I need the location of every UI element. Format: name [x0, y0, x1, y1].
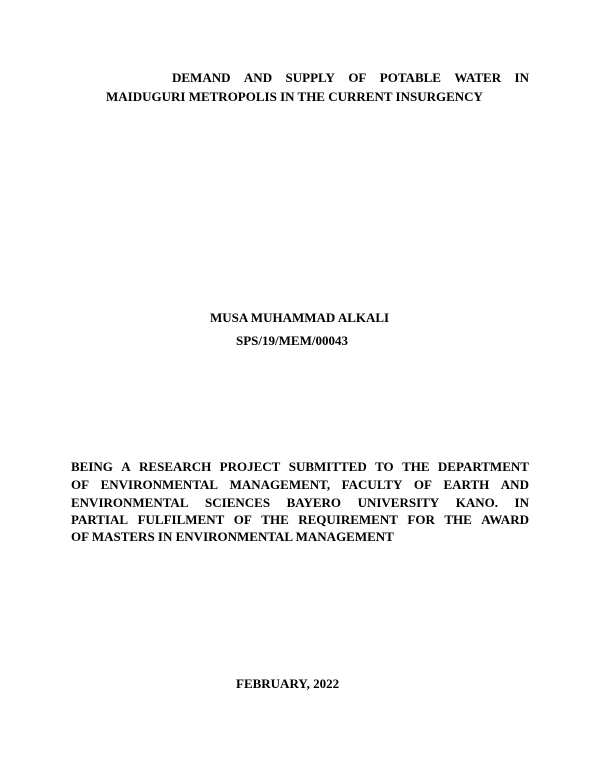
submission-line-3 — [71, 495, 529, 511]
word: AND — [243, 70, 273, 85]
submission-line-2 — [71, 477, 529, 493]
author-name: MUSA MUHAMMAD ALKALI — [210, 310, 390, 325]
word: BEING — [71, 459, 113, 474]
registration-number: SPS/19/MEM/00043 — [236, 333, 348, 348]
word: UNIVERSITY — [357, 495, 440, 510]
word: DEPARTMENT — [437, 459, 529, 474]
word: FULFILMENT — [137, 512, 225, 527]
word: PARTIAL — [71, 512, 129, 527]
word: EARTH — [443, 477, 490, 492]
word: TO — [375, 459, 394, 474]
word: THE — [261, 512, 289, 527]
submission-line-1 — [71, 459, 529, 475]
word: THE — [444, 512, 472, 527]
word: ENVIRONMENTAL — [71, 495, 189, 510]
submission-date: FEBRUARY, 2022 — [236, 676, 340, 691]
word: SUBMITTED — [288, 459, 367, 474]
word: KANO. — [455, 495, 498, 510]
word: OF — [233, 512, 252, 527]
word: SCIENCES — [205, 495, 271, 510]
word: SUPPLY — [285, 70, 335, 85]
word: REQUIREMENT — [298, 512, 398, 527]
word: BAYERO — [286, 495, 342, 510]
word: WATER — [454, 70, 502, 85]
word: RESEARCH — [139, 459, 212, 474]
word: AND — [500, 477, 529, 492]
word: PROJECT — [219, 459, 281, 474]
word: OF — [71, 477, 90, 492]
submission-line-5: OF MASTERS IN ENVIRONMENTAL MANAGEMENT — [71, 529, 394, 544]
word: OF — [348, 70, 367, 85]
word: IN — [514, 70, 529, 85]
word: OF — [413, 477, 432, 492]
word: FOR — [407, 512, 435, 527]
submission-line-4 — [71, 512, 529, 528]
word: ENVIRONMENTAL — [100, 477, 219, 492]
word: AWARD — [481, 512, 529, 527]
title-line-2: MAIDUGURI METROPOLIS IN THE CURRENT INSURGENCY — [106, 89, 483, 104]
word: IN — [514, 495, 529, 510]
word: FACULTY — [341, 477, 403, 492]
word: DEMAND — [172, 70, 231, 85]
word: POTABLE — [379, 70, 441, 85]
title-line-1 — [172, 70, 529, 86]
word: A — [121, 459, 131, 474]
word: THE — [402, 459, 430, 474]
word: MANAGEMENT, — [229, 477, 331, 492]
